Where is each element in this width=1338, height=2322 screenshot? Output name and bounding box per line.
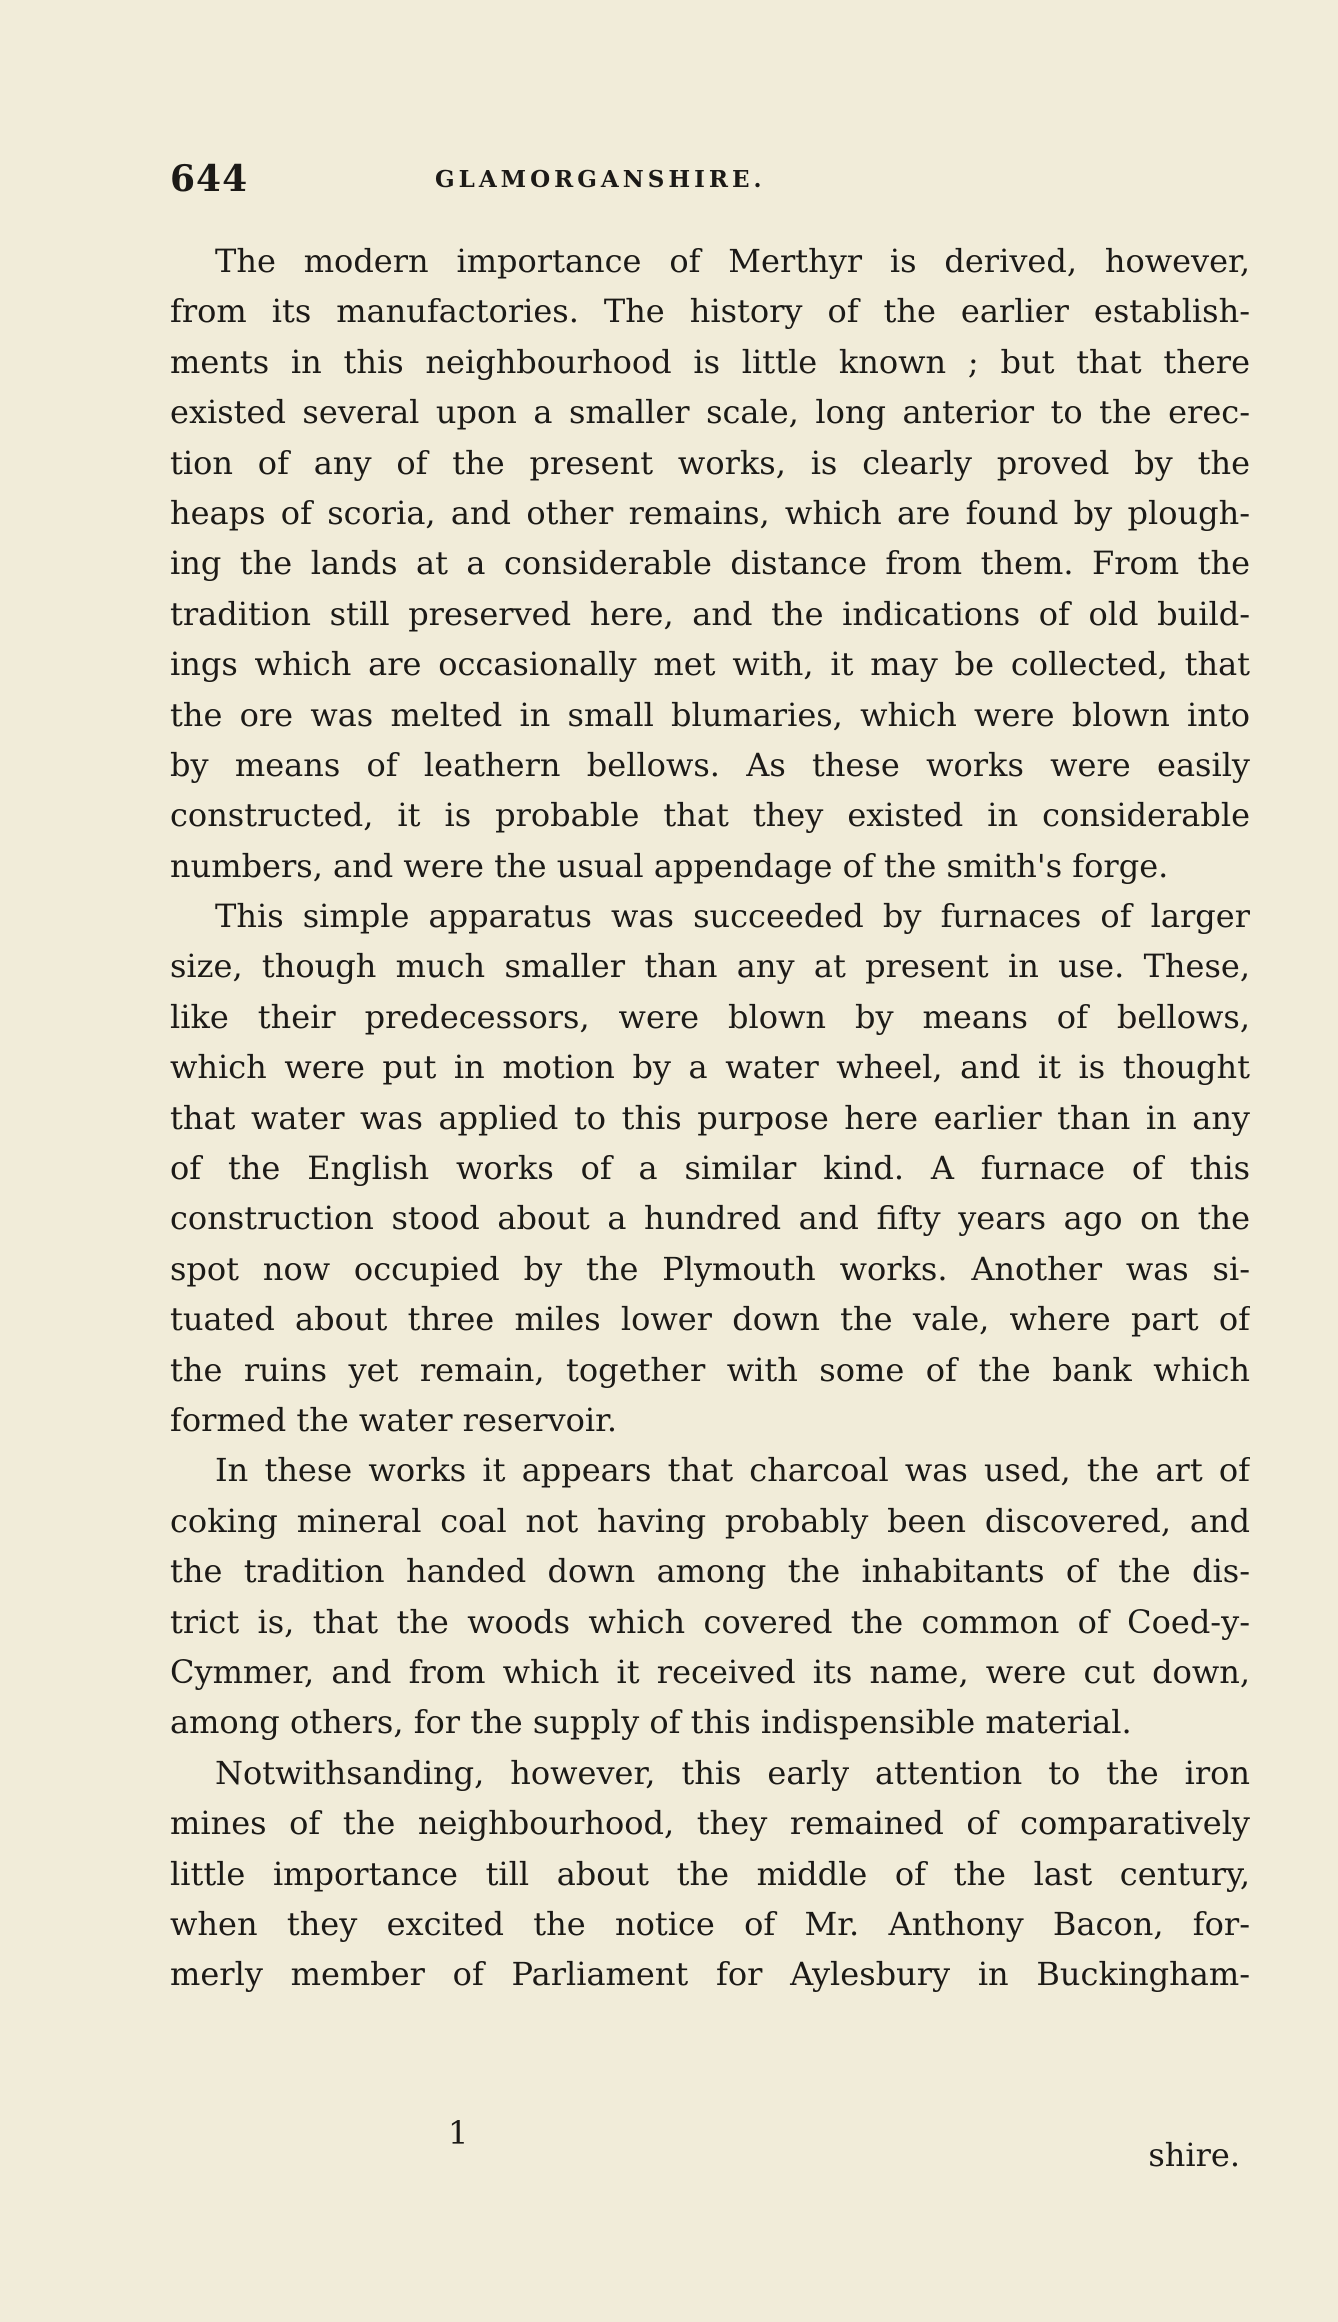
page-footer xyxy=(170,2114,1250,2184)
text-line: existed several upon a smaller scale, long anterior to the erec- xyxy=(170,393,1250,432)
text-line: spot now occupied by the Plymouth works. Another was si- xyxy=(170,1249,1250,1288)
text-line: numbers, and were the usual appendage of the smith's forge. xyxy=(170,846,1169,885)
running-head: GLAMORGANSHIRE. xyxy=(435,166,766,193)
text-line: size, though much smaller than any at present in use. These, xyxy=(170,947,1250,986)
text-line: from its manufactories. The history of the earlier establish- xyxy=(170,292,1250,331)
text-line: construction stood about a hundred and fifty years ago on the xyxy=(170,1199,1250,1238)
text-line: ings which are occasionally met with, it may be collected, that xyxy=(170,645,1250,684)
text-line: tion of any of the present works, is clearly proved by the xyxy=(170,443,1250,482)
text-line: In these works it appears that charcoal was used, the art of xyxy=(215,1451,1250,1490)
page-number: 644 xyxy=(170,158,249,200)
body-text xyxy=(170,236,1250,2000)
text-line: constructed, it is probable that they existed in considerable xyxy=(170,796,1250,835)
text-line: of the English works of a similar kind. A furnace of this xyxy=(170,1149,1250,1188)
text-line: tradition still preserved here, and the indications of old build- xyxy=(170,594,1250,633)
text-line: among others, for the supply of this indispensible material. xyxy=(170,1703,1132,1742)
text-line: that water was applied to this purpose here earlier than in any xyxy=(170,1098,1250,1137)
text-line: ments in this neighbourhood is little known ; but that there xyxy=(170,342,1250,381)
catchword: shire. xyxy=(1148,2136,1240,2174)
text-line: which were put in motion by a water wheel, and it is thought xyxy=(170,1048,1250,1087)
text-line: trict is, that the woods which covered the common of Coed-y- xyxy=(170,1602,1250,1641)
text-line: formed the water reservoir. xyxy=(170,1400,618,1439)
text-line: Notwithsanding, however, this early attention to the iron xyxy=(215,1753,1250,1792)
text-line: tuated about three miles lower down the vale, where part of xyxy=(170,1300,1250,1339)
text-line: by means of leathern bellows. As these works were easily xyxy=(170,745,1250,784)
text-line: mines of the neighbourhood, they remained of comparatively xyxy=(170,1804,1250,1843)
text-line: ing the lands at a considerable distance from them. From the xyxy=(170,544,1250,583)
text-line: Cymmer, and from which it received its name, were cut down, xyxy=(170,1652,1250,1691)
text-line: The modern importance of Merthyr is derived, however, xyxy=(215,242,1250,280)
signature-mark: 1 xyxy=(448,2114,469,2152)
text-line: the ore was melted in small blumaries, which were blown into xyxy=(170,695,1250,734)
text-line: when they excited the notice of Mr. Anthony Bacon, for- xyxy=(170,1904,1250,1943)
text-line: merly member of Parliament for Aylesbury in Buckingham- xyxy=(170,1955,1250,1994)
text-line: This simple apparatus was succeeded by furnaces of larger xyxy=(215,897,1250,936)
text-line: the ruins yet remain, together with some of the bank which xyxy=(170,1350,1250,1389)
page-header xyxy=(170,158,1250,208)
text-line: little importance till about the middle of the last century, xyxy=(170,1854,1250,1893)
text-line: coking mineral coal not having probably been discovered, and xyxy=(170,1501,1250,1540)
text-line: like their predecessors, were blown by means of bellows, xyxy=(170,997,1250,1036)
text-line: heaps of scoria, and other remains, which are found by plough- xyxy=(170,493,1250,532)
text-line: the tradition handed down among the inhabitants of the dis- xyxy=(170,1552,1250,1591)
